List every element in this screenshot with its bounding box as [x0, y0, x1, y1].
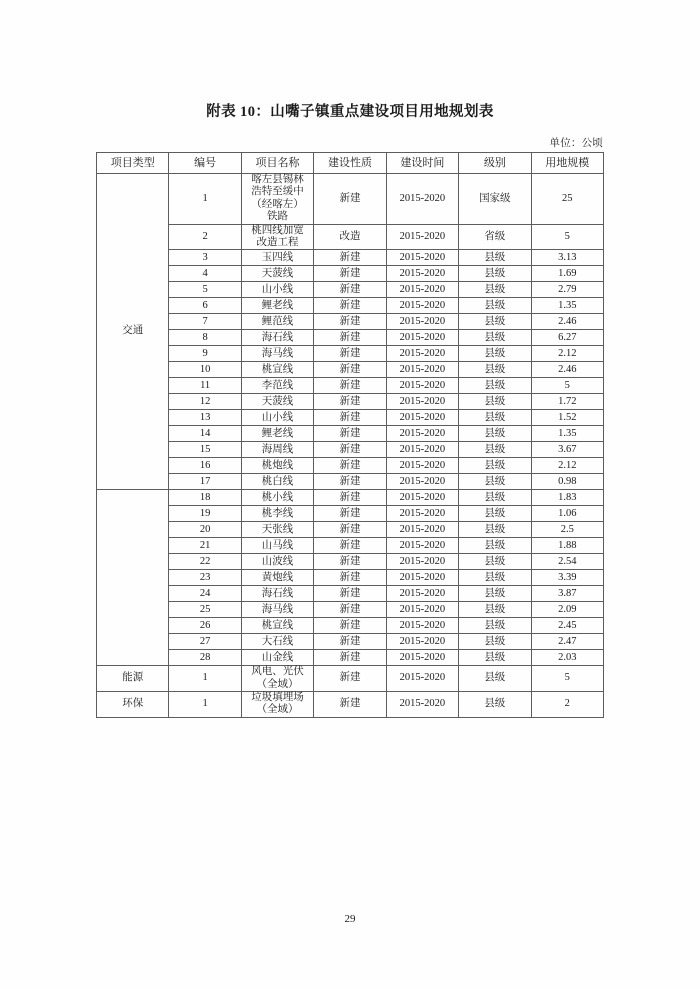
header-number: 编号 — [169, 153, 241, 174]
cell-land-scale: 3.13 — [531, 250, 603, 266]
cell-build-nature: 新建 — [314, 250, 386, 266]
page-title: 附表 10：山嘴子镇重点建设项目用地规划表 — [206, 104, 494, 120]
cell-project-name: 李范线 — [241, 378, 313, 394]
table-row — [97, 458, 604, 474]
cell-build-nature: 新建 — [314, 490, 386, 506]
table-row — [97, 506, 604, 522]
cell-project-name: 桃四线加宽 改造工程 — [241, 224, 313, 250]
cell-number: 13 — [169, 410, 241, 426]
cell-build-nature: 新建 — [314, 426, 386, 442]
cell-project-name: 鲤老线 — [241, 298, 313, 314]
cell-land-scale: 5 — [531, 378, 603, 394]
cell-build-time: 2015-2020 — [386, 174, 458, 225]
cell-land-scale: 1.72 — [531, 394, 603, 410]
cell-level: 县级 — [459, 570, 531, 586]
cell-project-name: 桃小线 — [241, 490, 313, 506]
cell-number: 8 — [169, 330, 241, 346]
cell-build-nature: 新建 — [314, 362, 386, 378]
cell-build-nature: 新建 — [314, 522, 386, 538]
table-row — [97, 586, 604, 602]
cell-build-time: 2015-2020 — [386, 538, 458, 554]
cell-land-scale: 1.35 — [531, 298, 603, 314]
cell-number: 9 — [169, 346, 241, 362]
cell-build-nature: 新建 — [314, 314, 386, 330]
cell-land-scale: 0.98 — [531, 474, 603, 490]
cell-build-nature: 新建 — [314, 602, 386, 618]
cell-build-time: 2015-2020 — [386, 586, 458, 602]
header-project-type: 项目类型 — [97, 153, 169, 174]
cell-build-nature: 新建 — [314, 634, 386, 650]
cell-level: 县级 — [459, 586, 531, 602]
cell-build-nature: 新建 — [314, 282, 386, 298]
cell-number: 28 — [169, 650, 241, 666]
table-row — [97, 490, 604, 506]
cell-level: 县级 — [459, 282, 531, 298]
cell-project-name: 山小线 — [241, 282, 313, 298]
cell-build-nature: 新建 — [314, 570, 386, 586]
page-number: 29 — [344, 913, 356, 925]
cell-level: 县级 — [459, 250, 531, 266]
cell-build-nature: 新建 — [314, 394, 386, 410]
cell-number: 10 — [169, 362, 241, 378]
cell-land-scale: 2.12 — [531, 346, 603, 362]
cell-build-time: 2015-2020 — [386, 490, 458, 506]
cell-build-time: 2015-2020 — [386, 474, 458, 490]
cell-project-name: 海马线 — [241, 346, 313, 362]
cell-build-time: 2015-2020 — [386, 266, 458, 282]
cell-project-type: 能源 — [97, 666, 169, 692]
cell-build-time: 2015-2020 — [386, 378, 458, 394]
cell-build-time: 2015-2020 — [386, 602, 458, 618]
cell-project-name: 天菠线 — [241, 394, 313, 410]
cell-build-time: 2015-2020 — [386, 330, 458, 346]
cell-build-nature: 新建 — [314, 442, 386, 458]
cell-build-nature: 改造 — [314, 224, 386, 250]
cell-build-time: 2015-2020 — [386, 250, 458, 266]
cell-land-scale: 1.06 — [531, 506, 603, 522]
cell-project-name: 风电、光伏 （全域） — [241, 666, 313, 692]
cell-number: 17 — [169, 474, 241, 490]
cell-level: 县级 — [459, 362, 531, 378]
cell-project-name: 喀左县锡林 浩特至缓中 （经喀左） 铁路 — [241, 174, 313, 225]
cell-number: 1 — [169, 666, 241, 692]
cell-land-scale: 3.39 — [531, 570, 603, 586]
cell-level: 县级 — [459, 692, 531, 718]
cell-project-type — [97, 490, 169, 666]
cell-land-scale: 2.45 — [531, 618, 603, 634]
cell-project-name: 山马线 — [241, 538, 313, 554]
cell-land-scale: 2.79 — [531, 282, 603, 298]
cell-number: 24 — [169, 586, 241, 602]
cell-project-name: 桃宣线 — [241, 362, 313, 378]
unit-note: 单位：公顷 — [549, 138, 603, 149]
cell-land-scale: 2.54 — [531, 554, 603, 570]
cell-project-name: 垃圾填埋场 （全域） — [241, 692, 313, 718]
cell-build-time: 2015-2020 — [386, 458, 458, 474]
table-body — [97, 174, 604, 718]
cell-level: 县级 — [459, 634, 531, 650]
table-row — [97, 442, 604, 458]
cell-build-time: 2015-2020 — [386, 426, 458, 442]
cell-build-nature: 新建 — [314, 692, 386, 718]
cell-level: 县级 — [459, 650, 531, 666]
cell-build-time: 2015-2020 — [386, 442, 458, 458]
cell-build-time: 2015-2020 — [386, 314, 458, 330]
cell-land-scale: 2 — [531, 692, 603, 718]
cell-land-scale: 2.46 — [531, 314, 603, 330]
table-row — [97, 570, 604, 586]
cell-build-nature: 新建 — [314, 538, 386, 554]
table-row — [97, 692, 604, 718]
cell-project-name: 鲤范线 — [241, 314, 313, 330]
cell-build-time: 2015-2020 — [386, 618, 458, 634]
table-row — [97, 522, 604, 538]
cell-project-name: 海周线 — [241, 442, 313, 458]
cell-build-nature: 新建 — [314, 474, 386, 490]
cell-level: 县级 — [459, 266, 531, 282]
header-build-time: 建设时间 — [386, 153, 458, 174]
cell-land-scale: 1.83 — [531, 490, 603, 506]
table-row — [97, 426, 604, 442]
cell-build-nature: 新建 — [314, 506, 386, 522]
cell-number: 16 — [169, 458, 241, 474]
cell-number: 7 — [169, 314, 241, 330]
cell-build-time: 2015-2020 — [386, 634, 458, 650]
cell-build-nature: 新建 — [314, 618, 386, 634]
construction-project-land-use-table — [96, 152, 604, 718]
cell-number: 21 — [169, 538, 241, 554]
cell-project-name: 天菠线 — [241, 266, 313, 282]
cell-build-time: 2015-2020 — [386, 506, 458, 522]
cell-build-time: 2015-2020 — [386, 298, 458, 314]
cell-level: 县级 — [459, 442, 531, 458]
cell-number: 5 — [169, 282, 241, 298]
cell-number: 14 — [169, 426, 241, 442]
cell-build-nature: 新建 — [314, 458, 386, 474]
table-row — [97, 314, 604, 330]
table-header-row — [97, 153, 604, 174]
header-build-nature: 建设性质 — [314, 153, 386, 174]
cell-project-type: 交通 — [97, 174, 169, 490]
cell-number: 1 — [169, 174, 241, 225]
cell-project-name: 黄炮线 — [241, 570, 313, 586]
cell-number: 18 — [169, 490, 241, 506]
cell-level: 省级 — [459, 224, 531, 250]
cell-project-name: 桃白线 — [241, 474, 313, 490]
table-row — [97, 330, 604, 346]
table-row — [97, 250, 604, 266]
cell-number: 2 — [169, 224, 241, 250]
table-row — [97, 378, 604, 394]
cell-land-scale: 1.52 — [531, 410, 603, 426]
cell-project-name: 山波线 — [241, 554, 313, 570]
cell-level: 县级 — [459, 602, 531, 618]
cell-number: 1 — [169, 692, 241, 718]
cell-number: 11 — [169, 378, 241, 394]
cell-build-nature: 新建 — [314, 666, 386, 692]
cell-project-type: 环保 — [97, 692, 169, 718]
table-row — [97, 298, 604, 314]
cell-number: 15 — [169, 442, 241, 458]
cell-level: 县级 — [459, 330, 531, 346]
cell-level: 县级 — [459, 538, 531, 554]
cell-project-name: 桃李线 — [241, 506, 313, 522]
cell-level: 县级 — [459, 474, 531, 490]
table-row — [97, 666, 604, 692]
cell-number: 6 — [169, 298, 241, 314]
cell-land-scale: 3.87 — [531, 586, 603, 602]
cell-build-time: 2015-2020 — [386, 224, 458, 250]
cell-level: 县级 — [459, 394, 531, 410]
cell-project-name: 海石线 — [241, 586, 313, 602]
cell-level: 县级 — [459, 618, 531, 634]
cell-build-nature: 新建 — [314, 330, 386, 346]
cell-project-name: 山小线 — [241, 410, 313, 426]
cell-build-time: 2015-2020 — [386, 692, 458, 718]
cell-land-scale: 2.47 — [531, 634, 603, 650]
cell-level: 县级 — [459, 346, 531, 362]
cell-project-name: 桃炮线 — [241, 458, 313, 474]
cell-build-time: 2015-2020 — [386, 554, 458, 570]
table-row — [97, 474, 604, 490]
cell-number: 25 — [169, 602, 241, 618]
cell-build-time: 2015-2020 — [386, 666, 458, 692]
cell-land-scale: 3.67 — [531, 442, 603, 458]
table-row — [97, 174, 604, 225]
cell-number: 19 — [169, 506, 241, 522]
cell-build-time: 2015-2020 — [386, 282, 458, 298]
header-project-name: 项目名称 — [241, 153, 313, 174]
table-row — [97, 224, 604, 250]
cell-land-scale: 1.88 — [531, 538, 603, 554]
cell-build-time: 2015-2020 — [386, 346, 458, 362]
cell-project-name: 桃宣线 — [241, 618, 313, 634]
table-row — [97, 282, 604, 298]
cell-project-name: 大石线 — [241, 634, 313, 650]
cell-land-scale: 5 — [531, 224, 603, 250]
cell-land-scale: 2.5 — [531, 522, 603, 538]
cell-build-time: 2015-2020 — [386, 650, 458, 666]
header-land-scale: 用地规模 — [531, 153, 603, 174]
table-row — [97, 650, 604, 666]
cell-level: 县级 — [459, 666, 531, 692]
cell-level: 县级 — [459, 314, 531, 330]
cell-number: 23 — [169, 570, 241, 586]
cell-number: 3 — [169, 250, 241, 266]
cell-land-scale: 2.12 — [531, 458, 603, 474]
cell-level: 县级 — [459, 426, 531, 442]
cell-number: 22 — [169, 554, 241, 570]
cell-level: 国家级 — [459, 174, 531, 225]
cell-build-time: 2015-2020 — [386, 394, 458, 410]
cell-project-name: 鲤老线 — [241, 426, 313, 442]
cell-build-nature: 新建 — [314, 650, 386, 666]
cell-build-nature: 新建 — [314, 298, 386, 314]
header-level: 级别 — [459, 153, 531, 174]
cell-level: 县级 — [459, 298, 531, 314]
cell-build-time: 2015-2020 — [386, 522, 458, 538]
cell-level: 县级 — [459, 410, 531, 426]
cell-build-nature: 新建 — [314, 266, 386, 282]
table-row — [97, 634, 604, 650]
cell-land-scale: 2.46 — [531, 362, 603, 378]
cell-land-scale: 5 — [531, 666, 603, 692]
cell-build-time: 2015-2020 — [386, 570, 458, 586]
cell-project-name: 海马线 — [241, 602, 313, 618]
cell-level: 县级 — [459, 506, 531, 522]
table-row — [97, 602, 604, 618]
cell-project-name: 天张线 — [241, 522, 313, 538]
cell-level: 县级 — [459, 490, 531, 506]
cell-land-scale: 1.35 — [531, 426, 603, 442]
table-row — [97, 346, 604, 362]
cell-project-name: 玉四线 — [241, 250, 313, 266]
cell-land-scale: 2.09 — [531, 602, 603, 618]
cell-number: 27 — [169, 634, 241, 650]
cell-project-name: 山金线 — [241, 650, 313, 666]
table-row — [97, 618, 604, 634]
table-row — [97, 266, 604, 282]
cell-level: 县级 — [459, 522, 531, 538]
cell-build-time: 2015-2020 — [386, 362, 458, 378]
cell-project-name: 海石线 — [241, 330, 313, 346]
cell-land-scale: 6.27 — [531, 330, 603, 346]
table-row — [97, 410, 604, 426]
cell-build-nature: 新建 — [314, 346, 386, 362]
cell-build-nature: 新建 — [314, 586, 386, 602]
cell-level: 县级 — [459, 458, 531, 474]
cell-number: 20 — [169, 522, 241, 538]
cell-build-nature: 新建 — [314, 174, 386, 225]
cell-build-nature: 新建 — [314, 378, 386, 394]
table-row — [97, 554, 604, 570]
table-row — [97, 394, 604, 410]
cell-land-scale: 2.03 — [531, 650, 603, 666]
table-row — [97, 362, 604, 378]
cell-land-scale: 1.69 — [531, 266, 603, 282]
table-row — [97, 538, 604, 554]
cell-number: 26 — [169, 618, 241, 634]
cell-build-nature: 新建 — [314, 554, 386, 570]
cell-level: 县级 — [459, 378, 531, 394]
cell-number: 4 — [169, 266, 241, 282]
cell-number: 12 — [169, 394, 241, 410]
cell-level: 县级 — [459, 554, 531, 570]
cell-land-scale: 25 — [531, 174, 603, 225]
cell-build-time: 2015-2020 — [386, 410, 458, 426]
cell-build-nature: 新建 — [314, 410, 386, 426]
